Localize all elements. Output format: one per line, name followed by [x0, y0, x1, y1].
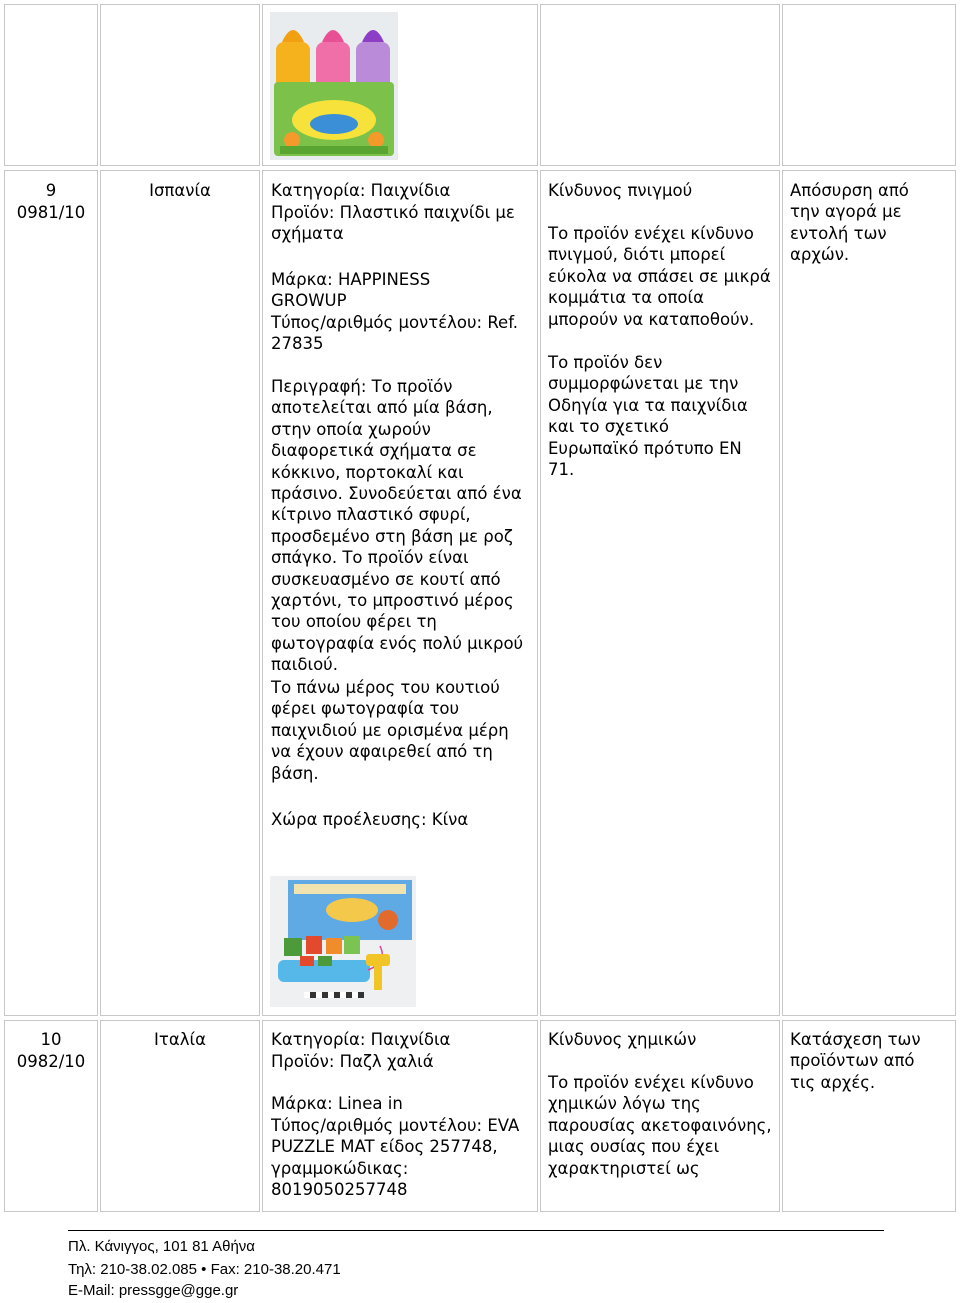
- row9-model: Τύπος/αριθμός μοντέλου: Ref. 27835: [271, 313, 519, 354]
- table-cell-top-number: [4, 4, 98, 166]
- row10-number: 10: [40, 1030, 62, 1049]
- row9-product: Προϊόν: Πλαστικό παιχνίδι με σχήματα: [271, 203, 515, 244]
- row9-number: 9: [45, 181, 57, 200]
- row9-measure: Απόσυρση από την αγορά με εντολή των αρχών.: [790, 181, 909, 265]
- footer-divider: [68, 1230, 884, 1231]
- row10-product: Προϊόν: Παζλ χαλιά: [271, 1052, 434, 1071]
- footer-address: Πλ. Κάνιγγος, 101 81 Αθήνα: [68, 1238, 255, 1255]
- row9-description: Περιγραφή: Το προϊόν αποτελείται από μία βάση, στην οποία χωρούν διαφορετικά σχήματα σε κόκκινο, πορτοκαλί και πράσινο. Συνοδεύεται από ένα κίτρινο πλαστικό σφυρί, προσδεμένο στη βάση με ροζ σπάγκο. Το προϊόν είναι συσκευασμένο σε κουτί από χαρτόνι, το μπροστινό μέρος του οποίου φέρει τη φωτογραφία ενός πολύ μικρού παιδιού.: [271, 377, 524, 675]
- row9-country: Ισπανία: [149, 181, 211, 200]
- row9-category: Κατηγορία: Παιχνίδια: [271, 181, 451, 200]
- row9-brand: Μάρκα: HAPPINESS GROWUP: [271, 270, 431, 311]
- footer-phone: Τηλ: 210-38.02.085 • Fax: 210-38.20.471: [68, 1261, 341, 1278]
- row10-ref: 0982/10: [16, 1052, 86, 1071]
- row9-origin: Χώρα προέλευσης: Κίνα: [271, 810, 469, 829]
- table-cell-top-country: [100, 4, 260, 166]
- row9-description-cont: Το πάνω μέρος του κουτιού φέρει φωτογραφία του παιχνιδιού με ορισμένα μέρη να έχουν αφαιρεθεί από τη βάση.: [271, 678, 509, 783]
- table-cell-top-measure: [782, 4, 956, 166]
- row10-brand: Μάρκα: Linea in: [271, 1094, 403, 1113]
- table-cell-top-risk: [540, 4, 780, 166]
- row10-country: Ιταλία: [154, 1030, 206, 1049]
- row9-risk-title: Κίνδυνος πνιγμού: [548, 181, 693, 200]
- row9-risk-text: Το προϊόν ενέχει κίνδυνο πνιγμού, διότι μπορεί εύκολα να σπάσει σε μικρά κομμάτια τα οποία μπορούν να καταποθούν.: [548, 224, 771, 329]
- product-photo-hammer-toy: [270, 876, 416, 1007]
- footer-email[interactable]: E-Mail: pressgge@gge.gr: [68, 1282, 239, 1299]
- row10-measure: Κατάσχεση των προϊόντων από τις αρχές.: [790, 1030, 921, 1092]
- row10-risk-title: Κίνδυνος χημικών: [548, 1030, 697, 1049]
- table-cell-row9-country: [100, 170, 260, 1016]
- row10-category: Κατηγορία: Παιχνίδια: [271, 1030, 451, 1049]
- table-cell-row9-measure: [782, 170, 956, 1016]
- row10-model: Τύπος/αριθμός μοντέλου: EVA PUZZLE MAT είδος 257748, γραμμοκώδικας: 8019050257748: [271, 1116, 520, 1200]
- row10-risk-text: Το προϊόν ενέχει κίνδυνο χημικών λόγω της παρουσίας ακετοφαινόνης, μιας ουσίας που έχει χαρακτηριστεί ως: [548, 1073, 772, 1178]
- product-photo-bottles: [270, 12, 398, 160]
- row9-ref: 0981/10: [16, 203, 86, 222]
- table-cell-row9-number: [4, 170, 98, 1016]
- row9-risk-text-standard: Το προϊόν δεν συμμορφώνεται με την Οδηγία για τα παιχνίδια και το σχετικό Ευρωπαϊκό πρότυπο EN 71.: [548, 353, 748, 480]
